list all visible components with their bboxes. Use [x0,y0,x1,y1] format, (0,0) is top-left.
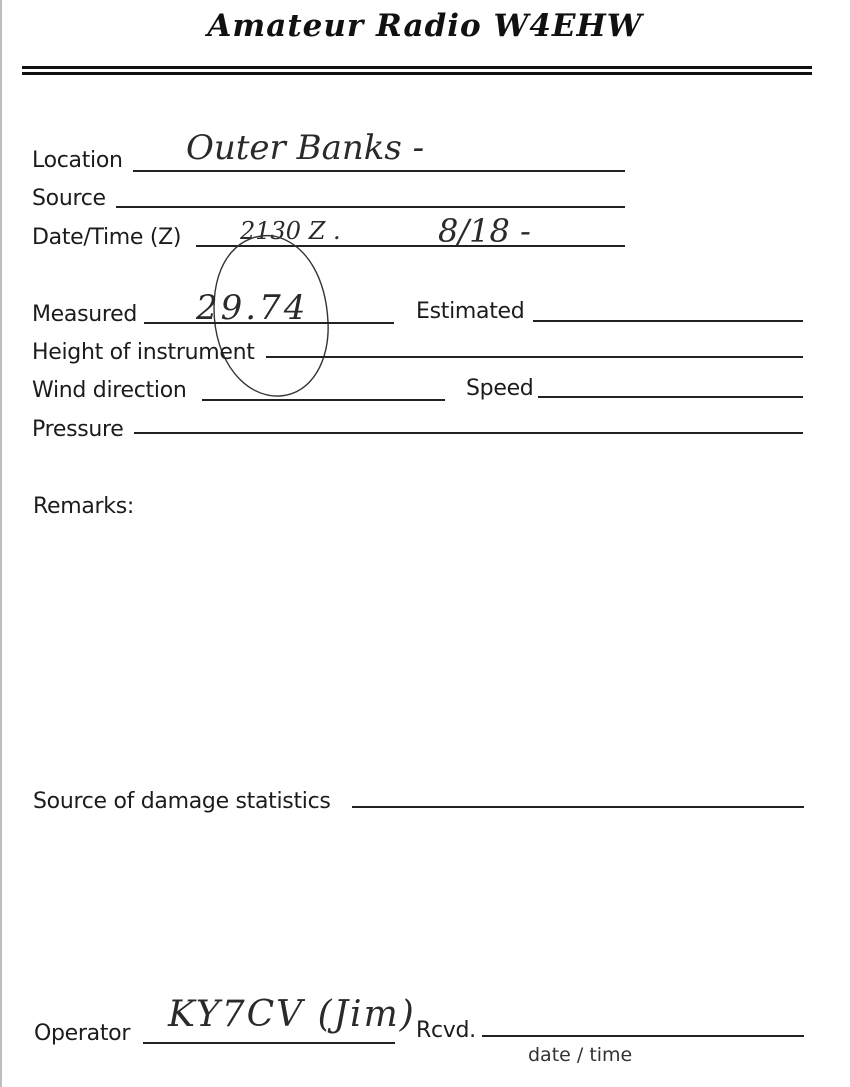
location-label: Location [32,148,123,173]
datetime-time-value: 2130 Z . [240,217,341,245]
rcvd-line[interactable] [482,1035,804,1037]
speed-label: Speed [466,376,534,401]
remarks-area[interactable] [33,530,803,780]
speed-line[interactable] [538,396,803,398]
height-line[interactable] [266,356,803,358]
rcvd-label: Rcvd. [416,1018,476,1043]
damage-label: Source of damage statistics [33,789,331,814]
estimated-label: Estimated [416,299,525,324]
pressure-line[interactable] [134,432,803,434]
location-line[interactable] [133,170,625,172]
location-value: Outer Banks - [186,128,425,168]
remarks-label: Remarks: [33,494,135,519]
wind-direction-line[interactable] [202,399,445,401]
operator-value: KY7CV (Jim) [168,994,416,1035]
datetime-date-value: 8/18 - [438,212,531,250]
page-edge [0,0,2,1087]
pressure-label: Pressure [32,417,124,442]
measured-label: Measured [32,302,138,327]
source-label: Source [32,186,106,211]
measured-value: 29.74 [196,288,309,328]
header-rule-top [22,66,812,69]
header-rule-bottom [22,72,812,75]
operator-label: Operator [34,1021,131,1046]
operator-line[interactable] [143,1042,395,1044]
source-line[interactable] [116,206,625,208]
damage-line[interactable] [352,806,804,808]
rcvd-sublabel: date / time [528,1044,633,1066]
form-title: Amateur Radio W4EHW [207,8,643,44]
wind-direction-label: Wind direction [32,378,187,403]
height-label: Height of instrument [32,340,255,365]
datetime-label: Date/Time (Z) [32,225,182,250]
estimated-line[interactable] [533,320,803,322]
